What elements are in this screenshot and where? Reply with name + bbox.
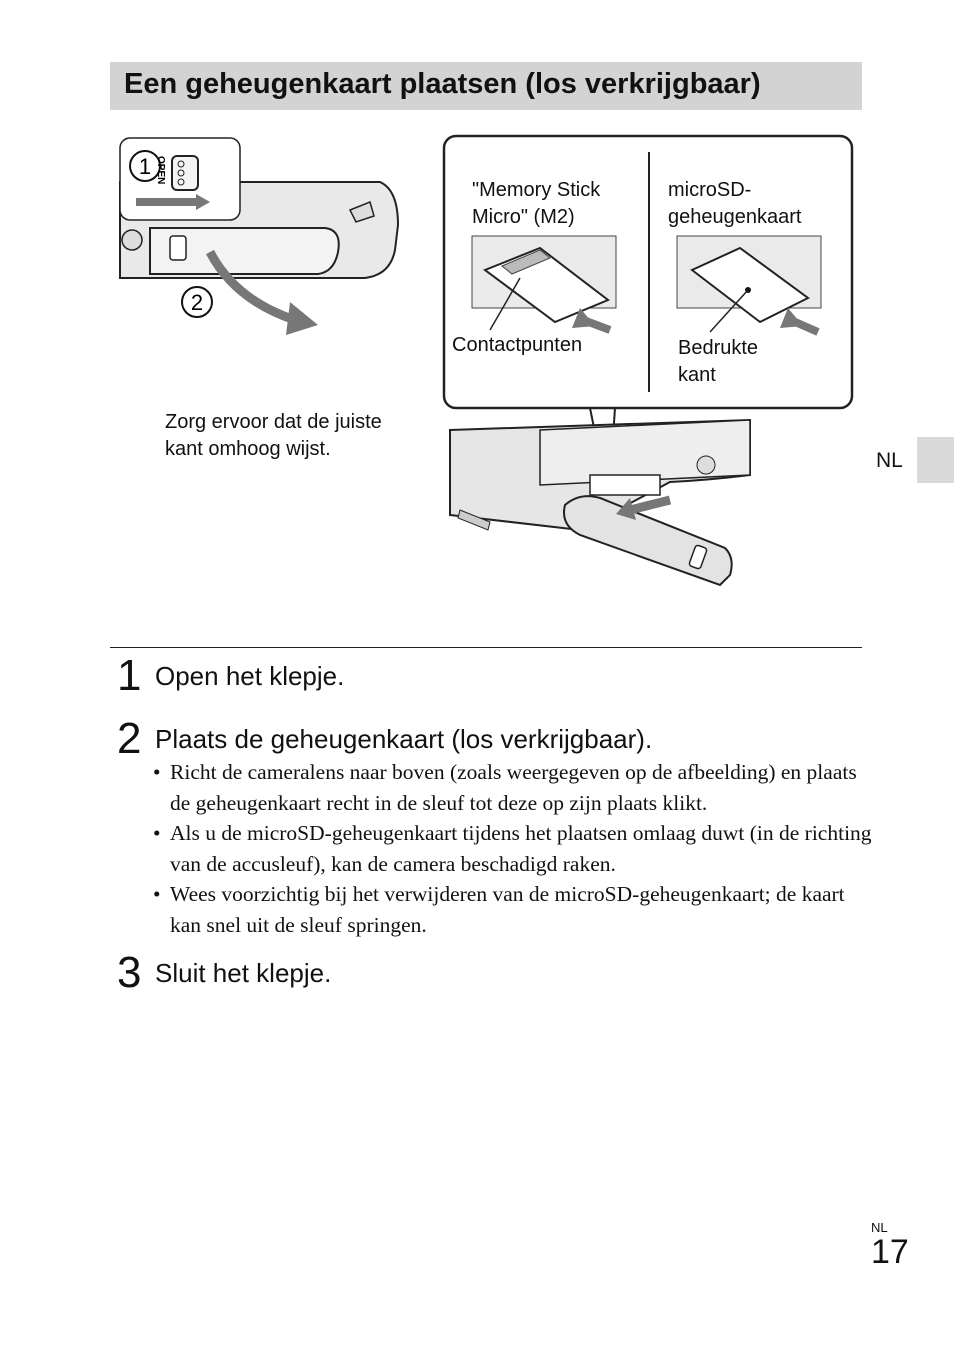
memory-stick-label-line2: Micro" (M2) xyxy=(472,206,575,228)
page-number: 17 xyxy=(871,1233,909,1271)
step-1-number: 1 xyxy=(117,651,142,700)
microsd-label-line1: microSD- xyxy=(668,179,752,201)
microsd-label-line2: geheugenkaart xyxy=(668,206,802,228)
step-2-number: 2 xyxy=(117,714,142,763)
step-2-heading: Plaats de geheugenkaart (los verkrijgbaar). xyxy=(155,724,653,754)
caption-line2: kant omhoog wijst. xyxy=(165,438,331,460)
memory-stick-label-line1: "Memory Stick xyxy=(472,179,601,201)
printed-side-label-line2: kant xyxy=(678,364,716,386)
step-3-number: 3 xyxy=(117,948,142,997)
step-3-heading: Sluit het klepje. xyxy=(155,958,332,988)
step-1-heading: Open het klepje. xyxy=(155,661,345,691)
bullet-item: • Wees voorzichtig bij het verwijderen van de microSD-geheugenkaart; de kaart kan snel uit de sleuf springen. xyxy=(153,879,873,940)
step-marker-2: 2 xyxy=(190,290,204,315)
contacts-label: Contactpunten xyxy=(452,334,583,356)
step-marker-1: 1 xyxy=(138,154,152,179)
camera-card-slot-figure xyxy=(450,420,750,585)
caption-line1: Zorg ervoor dat de juiste xyxy=(165,411,382,433)
language-tab xyxy=(917,437,954,483)
bullet-item: • Als u de microSD-geheugenkaart tijdens het plaatsen omlaag duwt (in de richting van de accusleuf), kan de camera beschadigd raken. xyxy=(153,818,873,879)
camera-open-cover-figure xyxy=(120,138,398,335)
printed-side-label-line1: Bedrukte xyxy=(678,337,759,359)
footer-language: NL xyxy=(871,1220,888,1235)
section-title-bar xyxy=(110,62,862,110)
step-2-bullet-list xyxy=(153,757,873,940)
bullet-item: • Richt de cameralens naar boven (zoals weergegeven op de afbeelding) en plaats de geheugenkaart recht in de sleuf tot deze op zijn plaats klikt. xyxy=(153,757,873,818)
page-title: Een geheugenkaart plaatsen (los verkrijgbaar) xyxy=(124,68,761,100)
open-label: OPEN xyxy=(155,156,166,185)
language-tab-label: NL xyxy=(876,449,903,472)
section-divider xyxy=(110,647,862,648)
